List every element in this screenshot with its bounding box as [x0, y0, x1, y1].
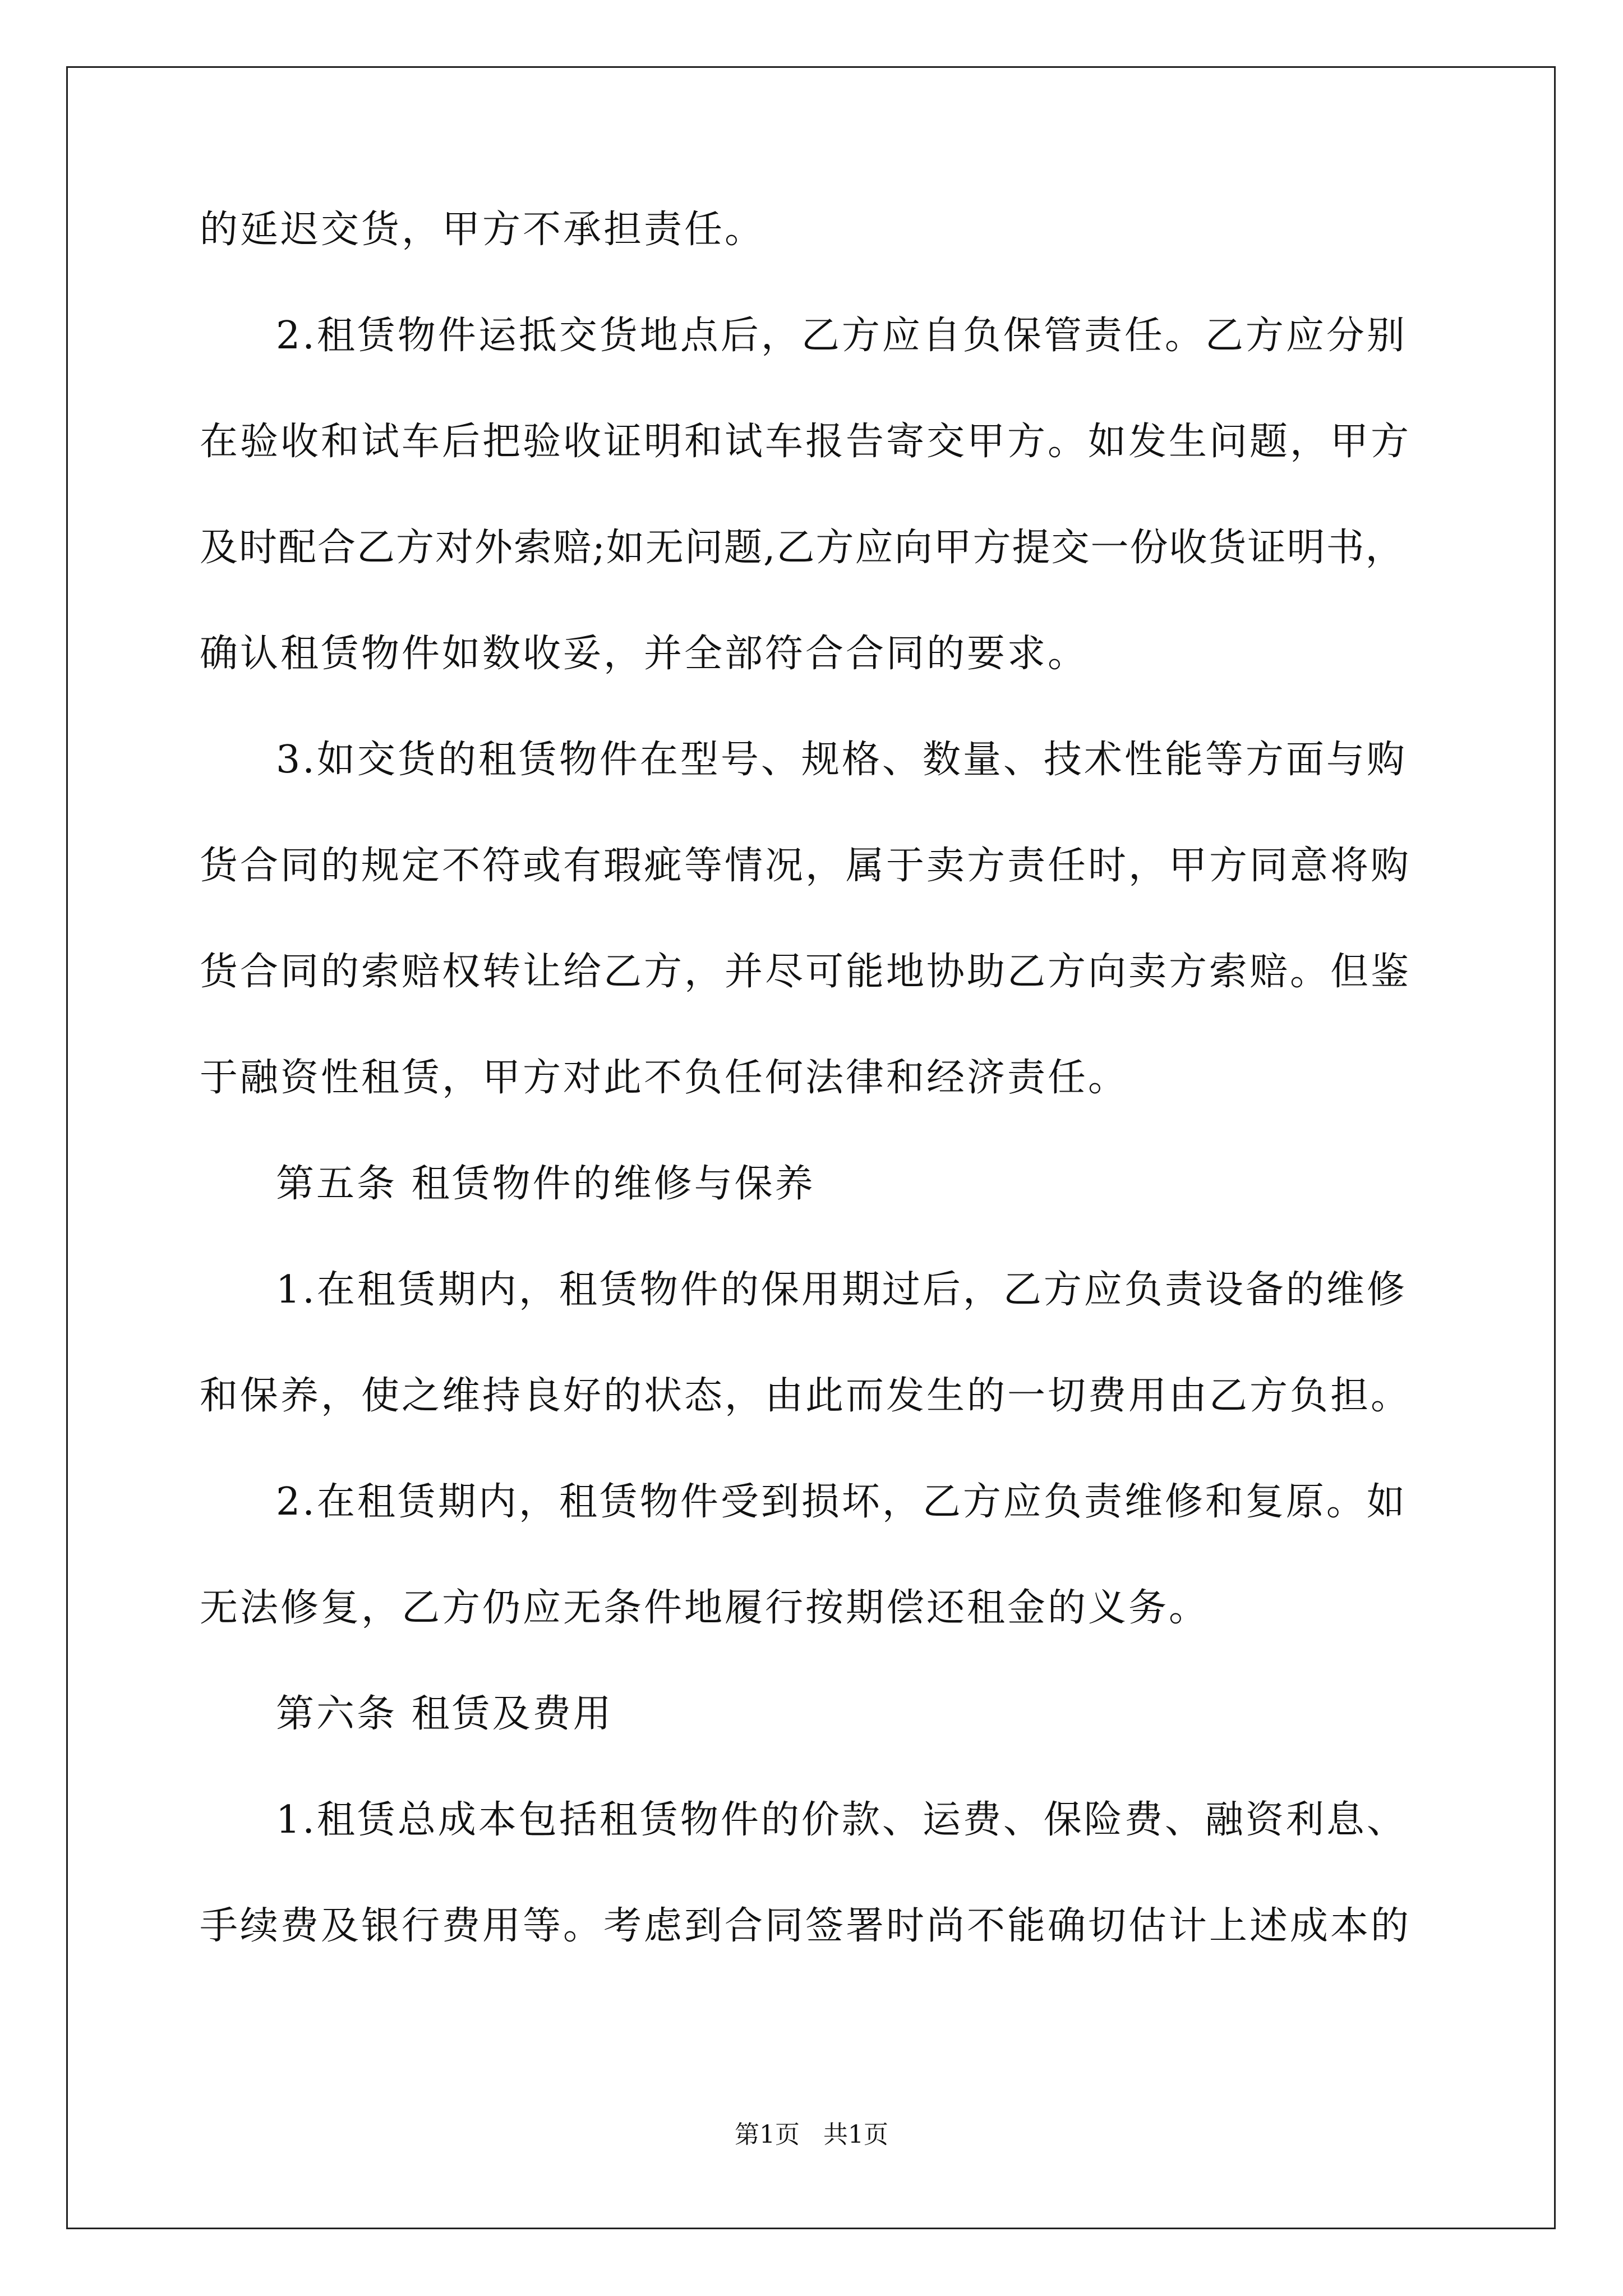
text-line: 1.在租赁期内，租赁物件的保用期过后，乙方应负责设备的维修 [276, 1268, 1407, 1312]
text-line: 及时配合乙方对外索赔;如无问题,乙方应向甲方提交一份收货证明书， [200, 526, 1405, 570]
document-body [200, 208, 1428, 2010]
text-line: 1.租赁总成本包括租赁物件的价款、运费、保险费、融资利息、 [276, 1798, 1407, 1842]
section-heading-6: 第六条 租赁及费用 [276, 1692, 614, 1736]
text-line: 在验收和试车后把验收证明和试车报告寄交甲方。如发生问题，甲方 [200, 420, 1412, 464]
text-line: 2.租赁物件运抵交货地点后，乙方应自负保管责任。乙方应分别 [276, 314, 1407, 358]
text-line: 3.如交货的租赁物件在型号、规格、数量、技术性能等方面与购 [276, 738, 1407, 782]
text-line: 于融资性租赁，甲方对此不负任何法律和经济责任。 [200, 1056, 1129, 1100]
text-line: 的延迟交货，甲方不承担责任。 [200, 208, 766, 252]
text-line: 和保养，使之维持良好的状态，由此而发生的一切费用由乙方负担。 [200, 1374, 1412, 1418]
text-line: 无法修复，乙方仍应无条件地履行按期偿还租金的义务。 [200, 1586, 1210, 1630]
text-line: 货合同的规定不符或有瑕疵等情况，属于卖方责任时，甲方同意将购 [200, 844, 1412, 888]
text-line: 确认租赁物件如数收妥，并全部符合合同的要求。 [200, 632, 1089, 676]
text-line: 货合同的索赔权转让给乙方，并尽可能地协助乙方向卖方索赔。但鉴 [200, 950, 1412, 994]
section-heading-5: 第五条 租赁物件的维修与保养 [276, 1162, 815, 1206]
text-line: 手续费及银行费用等。考虑到合同签署时尚不能确切估计上述成本的 [200, 1904, 1412, 1948]
text-line: 2.在租赁期内，租赁物件受到损坏，乙方应负责维修和复原。如 [276, 1480, 1407, 1524]
page-number-footer: 第1页 共1页 [735, 2120, 888, 2149]
